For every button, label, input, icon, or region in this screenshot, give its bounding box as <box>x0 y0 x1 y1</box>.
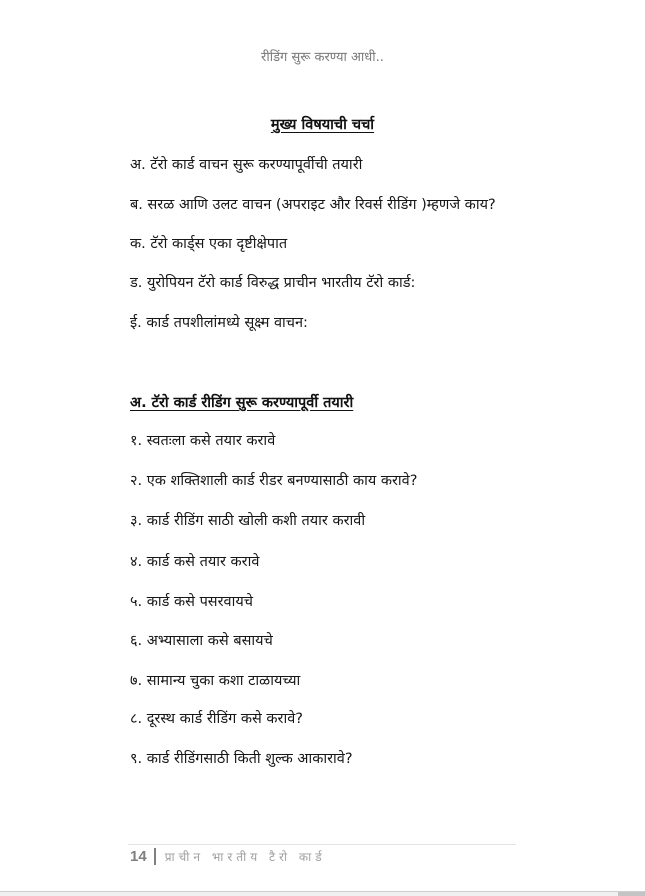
list-item: ९. कार्ड रीडिंगसाठी किती शुल्क आकारावे? <box>130 751 353 767</box>
list-item: ७. सामान्य चुका कशा टाळायच्या <box>130 673 301 689</box>
list-item: ६. अभ्यासाला कसे बसायचे <box>130 633 273 649</box>
list-item: क. टॅरो कार्ड्स एका दृष्टीक्षेपात <box>130 236 288 252</box>
list-item: अ. टॅरो कार्ड वाचन सुरू करण्यापूर्वीची तयारी <box>130 157 363 173</box>
list-item: ई. कार्ड तपशीलांमध्ये सूक्ष्म वाचन: <box>130 315 308 331</box>
list-item: ८. दूरस्थ कार्ड रीडिंग कसे करावे? <box>130 711 303 727</box>
section-title-main-discussion: मुख्य विषयाची चर्चा <box>270 117 375 133</box>
footer-book-title: प्राचीन भारतीय टैरो कार्ड <box>164 850 326 864</box>
list-item: ५. कार्ड कसे पसरवायचे <box>130 594 253 610</box>
section-title-preparation: अ. टॅरो कार्ड रीडिंग सुरू करण्यापूर्वी तयारी <box>130 395 354 411</box>
page-footer <box>130 848 326 865</box>
footer-divider <box>128 844 516 845</box>
list-item: ३. कार्ड रीडिंग साठी खोली कशी तयार करावी <box>130 513 366 529</box>
list-item: ब. सरळ आणि उलट वाचन (अपराइट और रिवर्स रीडिंग )म्हणजे काय? <box>130 197 496 213</box>
list-item: ४. कार्ड कसे तयार करावे <box>130 554 260 570</box>
list-item: ड. युरोपियन टॅरो कार्ड विरुद्ध प्राचीन भारतीय टॅरो कार्ड: <box>130 275 416 291</box>
running-header: रीडिंग सुरू करण्या आधी.. <box>261 50 384 65</box>
footer-separator <box>154 848 156 865</box>
list-item: १. स्वतःला कसे तयार करावे <box>130 433 276 449</box>
page-number: 14 <box>130 848 147 865</box>
scrollbar-thumb[interactable] <box>618 892 645 896</box>
list-item: २. एक शक्तिशाली कार्ड रीडर बनण्यासाठी काय करावे? <box>130 473 418 489</box>
horizontal-scrollbar[interactable] <box>0 891 645 896</box>
